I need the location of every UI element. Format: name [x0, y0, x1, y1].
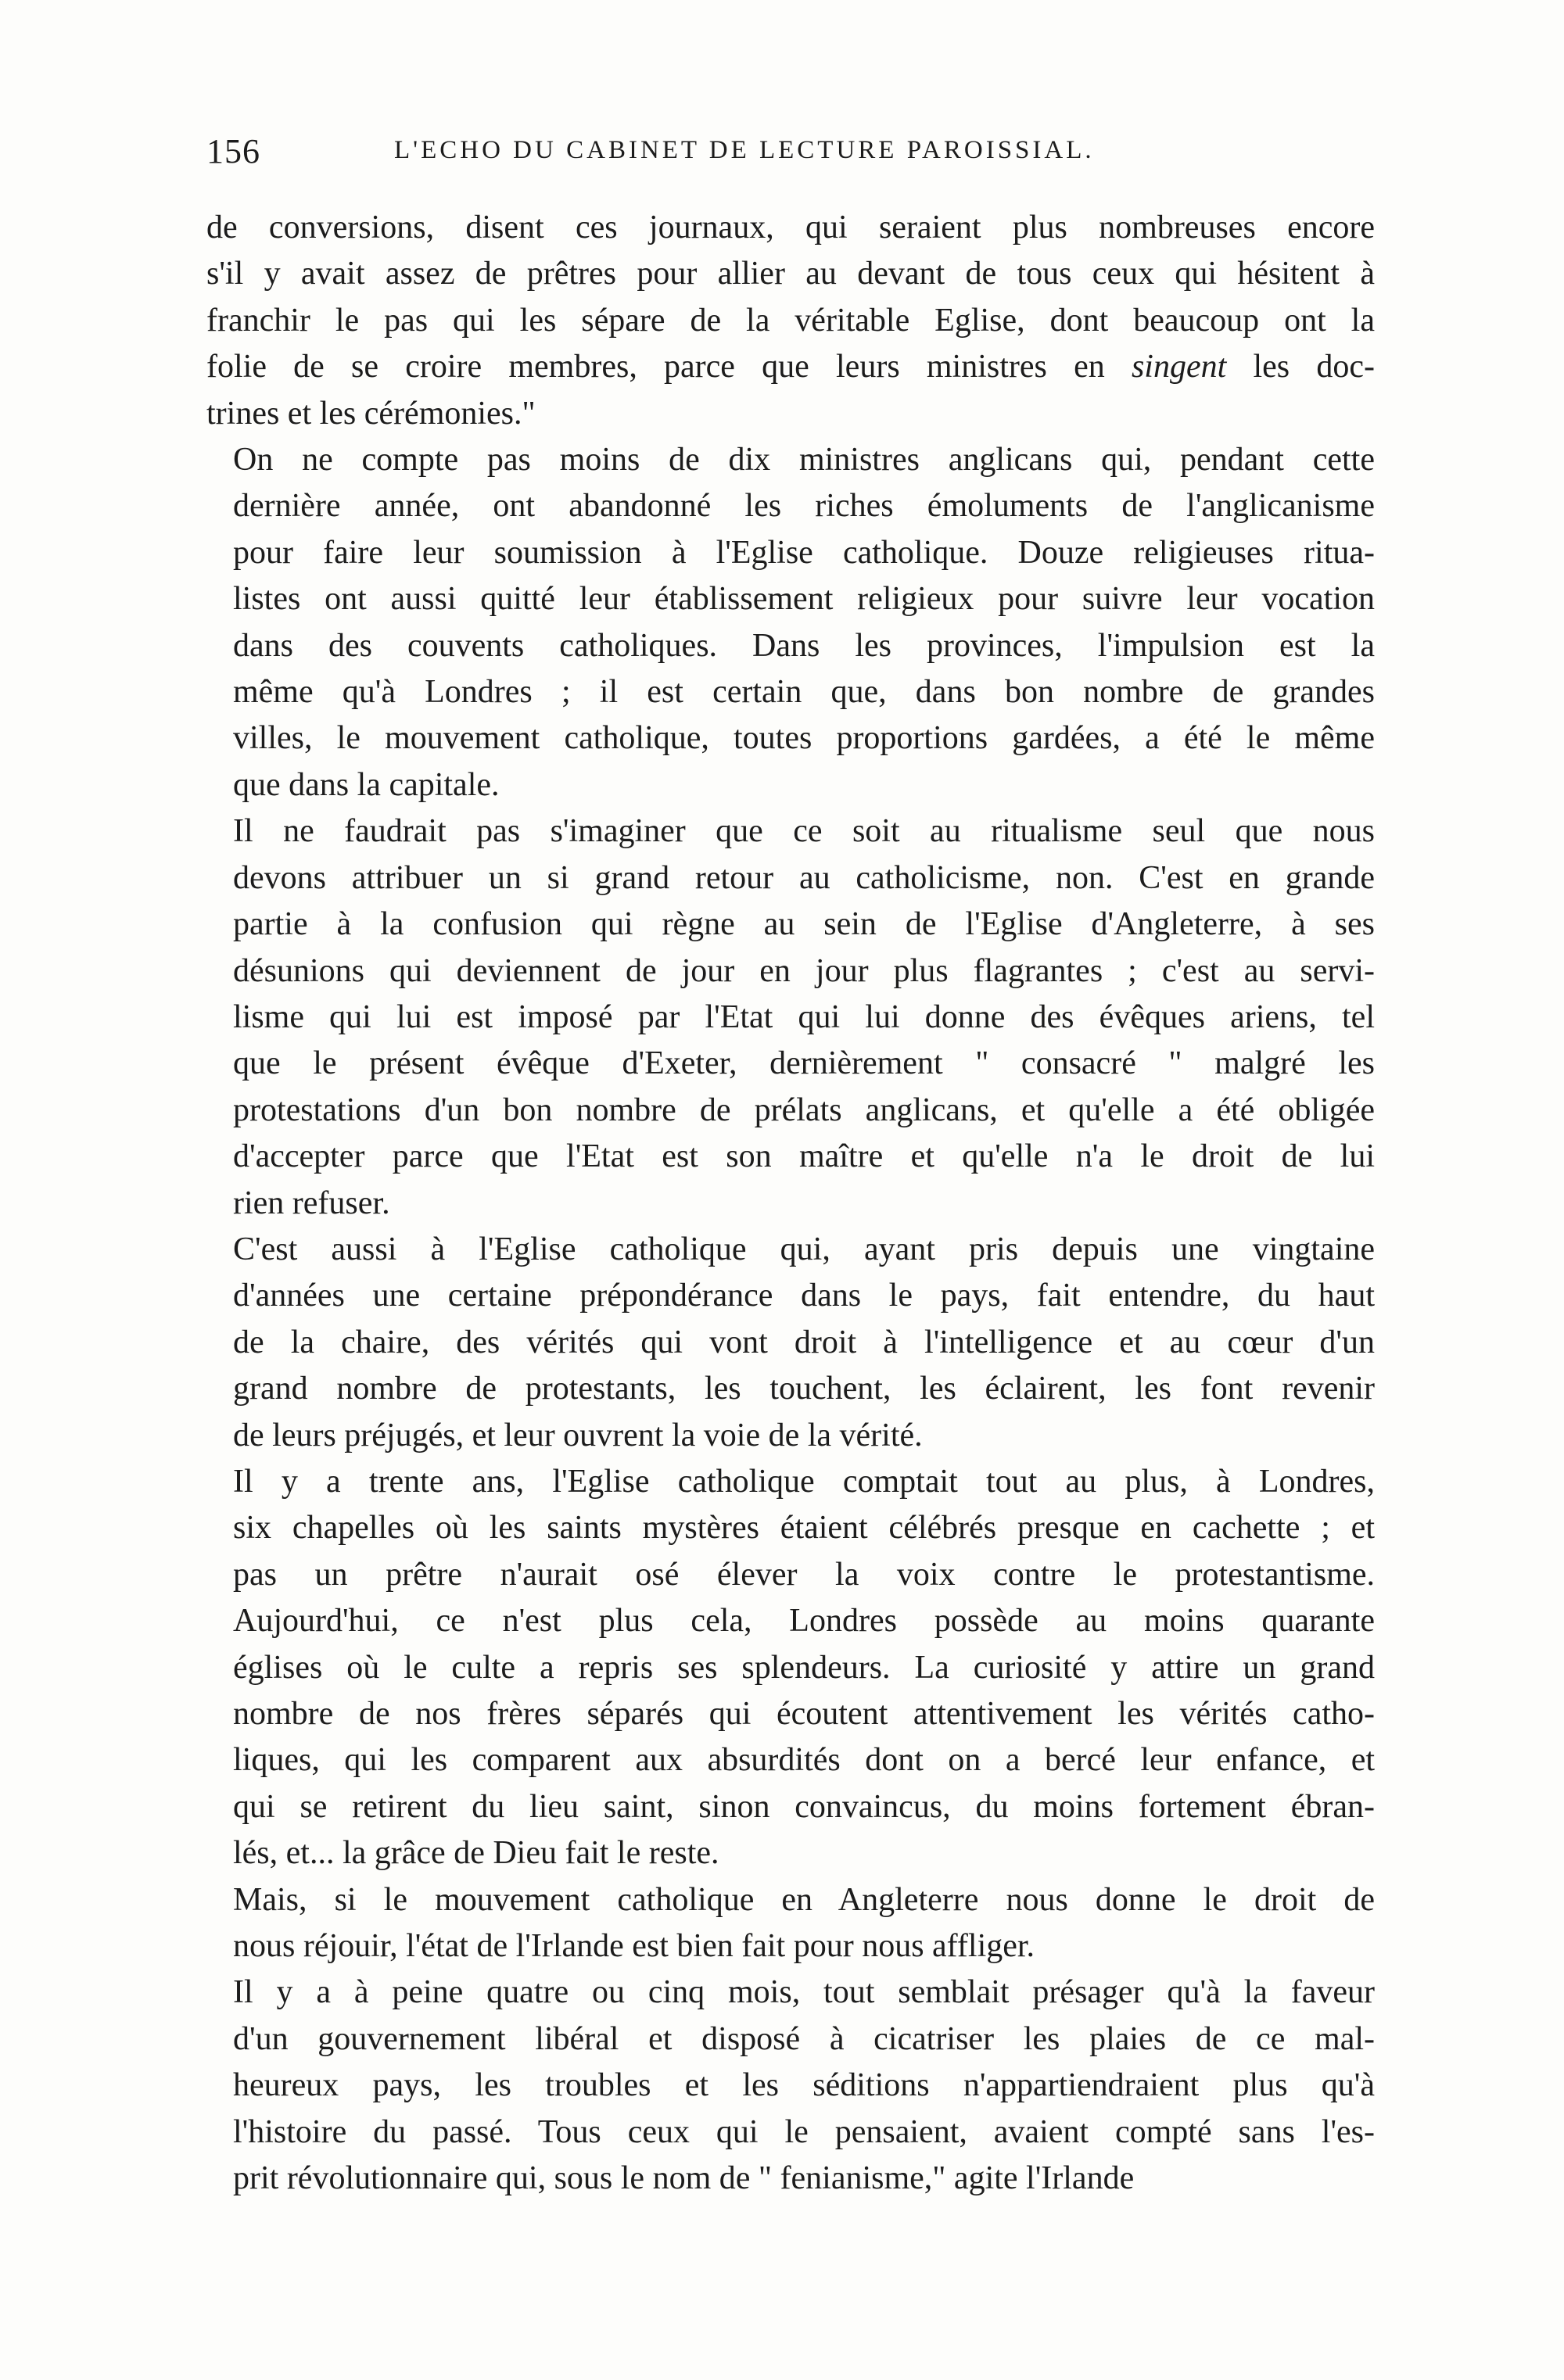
paragraph	[206, 1459, 1375, 1877]
text-line: d'accepter parce que l'Etat est son maître et qu'elle n'a le droit de lui	[233, 1138, 1375, 1175]
text-line: trines et les cérémonies."	[206, 395, 536, 432]
text-line: pas un prêtre n'aurait osé élever la voix contre le protestantisme.	[233, 1556, 1375, 1593]
text-line: devons attribuer un si grand retour au catholicisme, non. C'est en grande	[233, 859, 1375, 896]
text-line: églises où le culte a repris ses splendeurs. La curiosité y attire un grand	[233, 1649, 1375, 1686]
text-line: listes ont aussi quitté leur établissement religieux pour suivre leur vocation	[233, 581, 1375, 618]
paragraph	[206, 1227, 1375, 1459]
text-line: lés, et... la grâce de Dieu fait le reste.	[233, 1835, 719, 1872]
paragraph	[206, 1970, 1375, 2202]
text-line: dernière année, ont abandonné les riches émoluments de l'anglicanisme	[233, 488, 1375, 525]
text-line: que dans la capitale.	[233, 766, 500, 803]
journal-title: L'ECHO DU CABINET DE LECTURE PAROISSIAL.	[394, 136, 1095, 164]
text-line: lisme qui lui est imposé par l'Etat qui lui donne des évêques ariens, tel	[233, 998, 1375, 1035]
text-line: villes, le mouvement catholique, toutes proportions gardées, a été le même	[233, 720, 1375, 757]
page-number: 156	[206, 132, 260, 170]
text-line: Mais, si le mouvement catholique en Angleterre nous donne le droit de	[233, 1881, 1375, 1918]
text-line: que le présent évêque d'Exeter, dernièrement " consacré " malgré les	[233, 1045, 1375, 1082]
text-line: nous réjouir, l'état de l'Irlande est bien fait pour nous affliger.	[233, 1928, 1035, 1965]
text-line: partie à la confusion qui règne au sein de l'Eglise d'Angleterre, à ses	[233, 906, 1375, 943]
text-line: prit révolutionnaire qui, sous le nom de " fenianisme," agite l'Irlande	[233, 2160, 1135, 2197]
text-line: Aujourd'hui, ce n'est plus cela, Londres possède au moins quarante	[233, 1603, 1375, 1640]
text-line: C'est aussi à l'Eglise catholique qui, ayant pris depuis une vingtaine	[233, 1231, 1375, 1267]
running-head	[206, 131, 1379, 178]
text-line: dans des couvents catholiques. Dans les provinces, l'impulsion est la	[233, 627, 1375, 664]
text-line: d'années une certaine prépondérance dans le pays, fait entendre, du haut	[233, 1278, 1375, 1314]
text-line: Il y a trente ans, l'Eglise catholique comptait tout au plus, à Londres,	[233, 1463, 1375, 1500]
text-line: Il ne faudrait pas s'imaginer que ce soit au ritualisme seul que nous	[233, 813, 1375, 850]
text-line: liques, qui les comparent aux absurdités dont on a bercé leur enfance, et	[233, 1742, 1375, 1779]
text-line: de leurs préjugés, et leur ouvrent la voie de la vérité.	[233, 1417, 923, 1453]
text-line: protestations d'un bon nombre de prélats anglicans, et qu'elle a été obligée	[233, 1091, 1375, 1128]
text-line: de conversions, disent ces journaux, qui seraient plus nombreuses encore	[206, 210, 1375, 246]
paragraph	[206, 437, 1375, 808]
text-line: grand nombre de protestants, les touchent, les éclairent, les font revenir	[233, 1371, 1375, 1407]
text-line: l'histoire du passé. Tous ceux qui le pensaient, avaient compté sans l'es-	[233, 2113, 1375, 2150]
paragraph	[206, 808, 1375, 1227]
text-line: nombre de nos frères séparés qui écoutent attentivement les vérités catho-	[233, 1696, 1375, 1732]
text-line: pour faire leur soumission à l'Eglise catholique. Douze religieuses ritua-	[233, 534, 1375, 571]
text-line: même qu'à Londres ; il est certain que, dans bon nombre de grandes	[233, 674, 1375, 711]
text-line: rien refuser.	[233, 1185, 390, 1221]
text-line: On ne compte pas moins de dix ministres anglicans qui, pendant cette	[233, 442, 1375, 479]
text-line: Il y a à peine quatre ou cinq mois, tout semblait présager qu'à la faveur	[233, 1974, 1375, 2011]
text-line: heureux pays, les troubles et les séditions n'appartiendraient plus qu'à	[233, 2067, 1375, 2104]
paragraph	[206, 1877, 1375, 1970]
text-line: qui se retirent du lieu saint, sinon convaincus, du moins fortement ébran-	[233, 1788, 1375, 1825]
text-line: six chapelles où les saints mystères étaient célébrés presque en cachette ; et	[233, 1510, 1375, 1547]
text-line: désunions qui deviennent de jour en jour plus flagrantes ; c'est au servi-	[233, 952, 1375, 989]
text-line: s'il y avait assez de prêtres pour allier au devant de tous ceux qui hésitent à	[206, 256, 1375, 292]
paragraph	[206, 205, 1375, 437]
text-line: de la chaire, des vérités qui vont droit à l'intelligence et au cœur d'un	[233, 1324, 1375, 1360]
body-text	[206, 205, 1375, 2202]
text-line: d'un gouvernement libéral et disposé à cicatriser les plaies de ce mal-	[233, 2020, 1375, 2057]
text-line: folie de se croire membres, parce que leurs ministres en singent les doc-	[206, 349, 1375, 385]
text-line: franchir le pas qui les sépare de la véritable Eglise, dont beaucoup ont la	[206, 302, 1375, 339]
